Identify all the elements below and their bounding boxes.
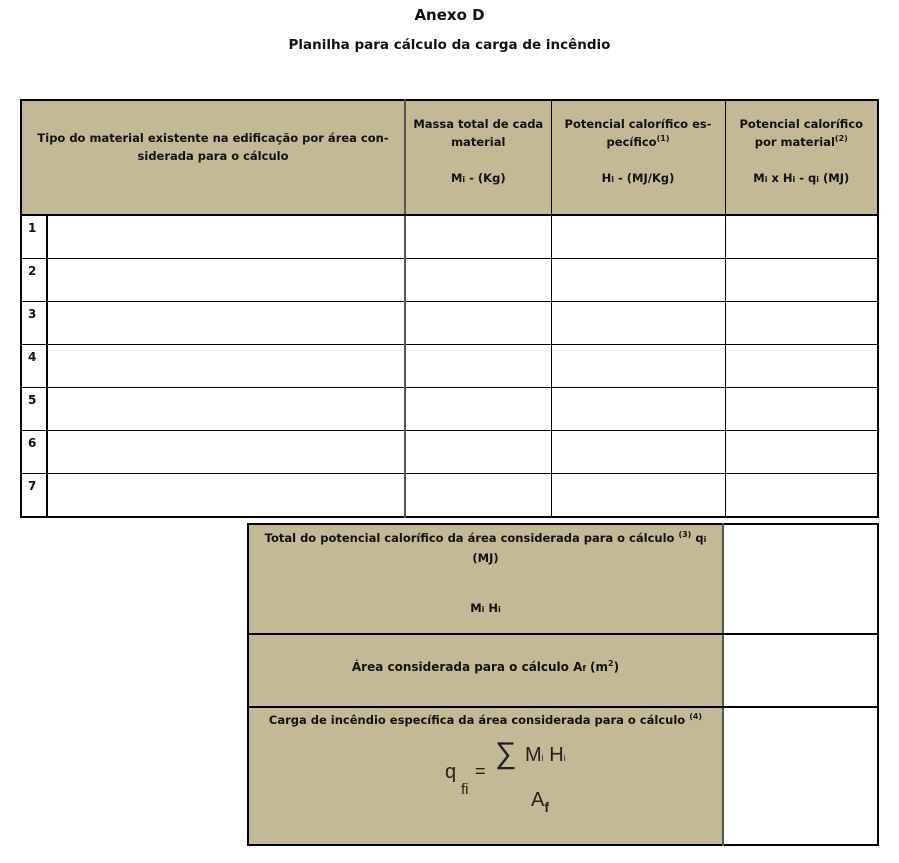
total-calorific-label: Total do potencial calorífico da área considerada para o cálculo $^{(3)}$ qi (MJ) [264,530,707,565]
header-per-material-unit: Mi x Hi - qi (MJ) [753,171,850,185]
spreadsheet-subtitle: Planilha para cálculo da carga de incêndio [288,37,611,53]
specific-calorific-cell[interactable] [551,388,725,431]
mass-cell[interactable] [405,345,551,388]
header-row [21,100,878,215]
mass-cell[interactable] [405,431,551,474]
material-cell[interactable] [47,302,405,345]
fire-load-label: Carga de incêndio específica da área considerada para o cálculo $^{(4)}$ [268,712,703,727]
calorific-per-material-cell[interactable] [725,345,878,388]
table-row [21,474,878,518]
annex-title: Anexo D [414,6,485,24]
summary-table [247,523,879,846]
calorific-per-material-cell[interactable] [725,474,878,518]
row-number: 3 [21,302,47,345]
specific-calorific-cell[interactable] [551,431,725,474]
area-value[interactable] [723,634,878,707]
materials-table [20,99,879,518]
material-cell[interactable] [47,259,405,302]
header-mass-label: Massa total de cada material [413,117,544,149]
specific-calorific-cell[interactable] [551,345,725,388]
sigma-icon: ∑ [495,737,517,770]
row-number: 1 [21,215,47,259]
header-material-type [21,100,405,215]
header-mass-unit: Mi - (Kg) [450,171,506,185]
table-row [21,431,878,474]
header-specific-calorific [551,100,725,215]
row-number: 6 [21,431,47,474]
fire-load-label-cell [248,707,723,845]
table-row [21,302,878,345]
row-number: 5 [21,388,47,431]
header-per-material-label: Potencial calorífico por material$^{(2)}$ [739,117,864,149]
material-cell[interactable] [47,388,405,431]
header-specific-label: Potencial calorífico es-pecífico$^{(1)}$ [564,117,712,149]
total-calorific-row [248,524,878,634]
table-row [21,215,878,259]
calorific-per-material-cell[interactable] [725,259,878,302]
specific-calorific-cell[interactable] [551,215,725,259]
formula-lhs: q [445,761,457,783]
total-calorific-expression: Mi Hi [470,601,501,615]
fire-load-formula [249,731,722,821]
formula-lhs-subscript: fi [461,781,469,798]
material-cell[interactable] [47,215,405,259]
row-number: 7 [21,474,47,518]
total-calorific-label-cell [248,524,723,634]
formula-denominator: $A_f$ [531,789,550,815]
row-number: 4 [21,345,47,388]
specific-calorific-cell[interactable] [551,259,725,302]
header-mass [405,100,551,215]
calorific-per-material-cell[interactable] [725,302,878,345]
formula-numerator: Mi Hi [525,744,566,766]
calorific-per-material-cell[interactable] [725,431,878,474]
header-specific-unit: Hi - (MJ/Kg) [601,171,675,185]
table-row [21,388,878,431]
area-row [248,634,878,707]
header-material-label: Tipo do material existente na edificação por área con-siderada para o cálculo [37,131,389,163]
fire-load-value[interactable] [723,707,878,845]
material-cell[interactable] [47,345,405,388]
table-row [21,259,878,302]
total-calorific-value[interactable] [723,524,878,634]
calorific-per-material-cell[interactable] [725,388,878,431]
fire-load-row [248,707,878,845]
calorific-per-material-cell[interactable] [725,215,878,259]
mass-cell[interactable] [405,474,551,518]
mass-cell[interactable] [405,302,551,345]
area-label: Área considerada para o cálculo Af $(m^2)$ [351,659,620,674]
mass-cell[interactable] [405,388,551,431]
material-cell[interactable] [47,474,405,518]
specific-calorific-cell[interactable] [551,474,725,518]
header-calorific-per-material [725,100,878,215]
formula-equals: = [475,761,486,781]
mass-cell[interactable] [405,215,551,259]
specific-calorific-cell[interactable] [551,302,725,345]
table-row [21,345,878,388]
mass-cell[interactable] [405,259,551,302]
material-cell[interactable] [47,431,405,474]
row-number: 2 [21,259,47,302]
area-label-cell [248,634,723,707]
